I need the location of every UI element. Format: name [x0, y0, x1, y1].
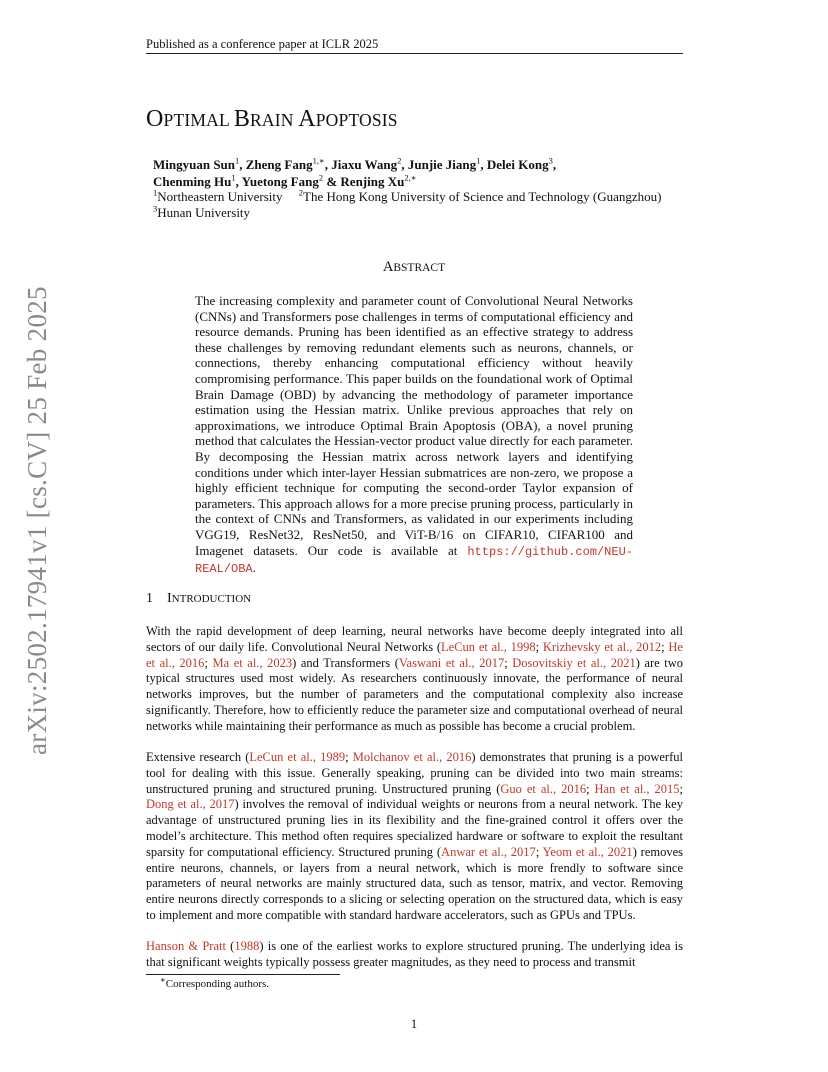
- citation-link[interactable]: Yeom et al., 2021: [542, 844, 633, 859]
- paragraph-text: ;: [504, 655, 513, 670]
- paragraph-text: With the rapid development of deep learning, neural networks have become deeply integrated into all sectors of our daily life. Convolutional Neural Networks (: [146, 624, 683, 654]
- citation-link[interactable]: Dong et al., 2017: [146, 797, 235, 812]
- paragraph-2: [146, 750, 683, 924]
- citation-link[interactable]: Han et al., 2015: [594, 781, 680, 796]
- affiliations: $^1$Northeastern University $^2$The Hong Kong University of Science and Technology (Guangzhou) $^3$Hunan University: [153, 187, 662, 220]
- paragraph-text: ) removes entire neurons, channels, or layers from a neural network, which is more frendly to software since parameters of neural networks are mainly structured data, such as tensor, matrix, and vector. Removing entire neurons directly corresponds to a slicing or selecting operation on the structured data, which is easy to implement and more compatible with standard hardware accelerators, such as GPUs and TPUs.: [146, 844, 684, 922]
- paragraph-text: ) demonstrates that pruning is a powerful tool for dealing with this issue. Generally speaking, pruning can be divided into two main streams: unstructured pruning and structured pruning. Unstructured pruning (: [146, 750, 683, 796]
- running-header: Published as a conference paper at ICLR 2025: [146, 37, 379, 51]
- arxiv-watermark: arXiv:2502.17941v1 [cs.CV] 25 Feb 2025: [22, 286, 52, 755]
- paragraph-text: Extensive research (: [146, 750, 250, 764]
- citation-link[interactable]: Vaswani et al., 2017: [398, 655, 505, 670]
- footnote-rule: [146, 974, 340, 975]
- paragraph-text: ;: [661, 639, 669, 654]
- paragraph-text: ;: [535, 639, 543, 654]
- citation-link[interactable]: Guo et al., 2016: [500, 781, 587, 796]
- citation-link[interactable]: LeCun et al., 1989: [249, 750, 346, 764]
- paper-title: OPTIMAL BRAIN APOPTOSIS: [146, 106, 398, 132]
- citation-link[interactable]: 1988: [234, 939, 260, 953]
- paragraph-text: ;: [679, 781, 683, 796]
- paragraph-text: ) are two typical structures used most widely. As researchers continuously innovate, the performance of neural networks improves, but the number of parameters and the computational complexity also increase significantly. Therefore, how to efficiently reduce the parameter size and computational overhead of neural networks while maintaining their performance as much as possible has become a crucial problem.: [146, 655, 684, 733]
- author-list: [153, 156, 693, 190]
- citation-link[interactable]: LeCun et al., 1998: [441, 639, 536, 654]
- footnote: ∗Corresponding authors.: [160, 974, 270, 990]
- author-line-1: Mingyuan Sun$^1$, Zheng Fang$^{1,∗}$, Jiaxu Wang$^2$, Junjie Jiang$^1$, Delei Kong$^3$,: [153, 155, 557, 172]
- paragraph-1: [146, 624, 683, 735]
- paragraph-text: ;: [345, 750, 353, 764]
- citation-link[interactable]: Anwar et al., 2017: [441, 844, 536, 859]
- paragraph-text: ) and Transformers (: [292, 655, 399, 670]
- paragraph-text: ) involves the removal of individual weights or neurons from a neural network. The key advantage of unstructured pruning lies in its flexibility and the fine-grained control it offers over the model’s architecture. This method often requires specialized hardware or software to exploit the resultant sparsity for computational efficiency. Structured pruning (: [146, 797, 683, 859]
- citation-link[interactable]: He et al., 2016: [146, 639, 683, 670]
- paragraph-text: (: [225, 939, 235, 953]
- paragraph-text: ) is one of the earliest works to explore structured pruning. The underlying idea is that significant weights typically possess greater magnitudes, as they need to process and transmit: [146, 939, 684, 969]
- paragraph-text: ;: [535, 844, 543, 859]
- author-line-2: Chenming Hu$^1$, Yuetong Fang$^2$ & Renjing $Xu^{2,∗}$: [153, 172, 417, 189]
- paragraph-text: ;: [204, 655, 213, 670]
- citation-link[interactable]: Ma et al., 2023: [212, 655, 293, 670]
- citation-link[interactable]: Hanson & Pratt: [146, 939, 226, 953]
- abstract-body: The increasing complexity and parameter count of Convolutional Neural Networks (CNNs) and Transformers pose challenges in terms of computational efficiency and resource demands. Pruning has been identified as an effective strategy to address these challenges by removing redundant elements such as neurons, channels, or connections, thereby enhancing computational efficiency without heavily compromising performance. This paper builds on the foundational work of Optimal Brain Damage (OBD) by advancing the methodology of parameter importance estimation using the Hessian matrix. Unlike previous approaches that rely on approximations, we introduce Optimal Brain Apoptosis (OBA), a novel pruning method that calculates the Hessian-vector product value directly for each parameter. By decomposing the Hessian matrix across network layers and identifying conditions under which inter-layer Hessian submatrices are non-zero, we propose a highly efficient technique for computing the second-order Taylor expansion of parameters. This approach allows for a more precise pruning process, particularly in the context of CNNs and Transformers, as validated in our experiments including VGG19, ResNet32, ResNet50, and ViT-B/16 on CIFAR10, CIFAR100 and Imagenet datasets. Our code is available at https://github.com/NEU-REAL/OBA.: [195, 293, 633, 577]
- header-rule: [146, 53, 683, 54]
- paragraph-3: [146, 939, 683, 971]
- paragraph-text: ;: [586, 781, 595, 796]
- code-link[interactable]: https://github.com/NEU-REAL/OBA: [195, 544, 633, 577]
- page-number: 1: [410, 1017, 418, 1031]
- abstract-heading: ABSTRACT: [382, 259, 446, 275]
- citation-link[interactable]: Molchanov et al., 2016: [352, 750, 472, 764]
- section-heading-introduction: 1 INTRODUCTION: [146, 591, 252, 606]
- citation-link[interactable]: Dosovitskiy et al., 2021: [512, 655, 636, 670]
- citation-link[interactable]: Krizhevsky et al., 2012: [542, 639, 662, 654]
